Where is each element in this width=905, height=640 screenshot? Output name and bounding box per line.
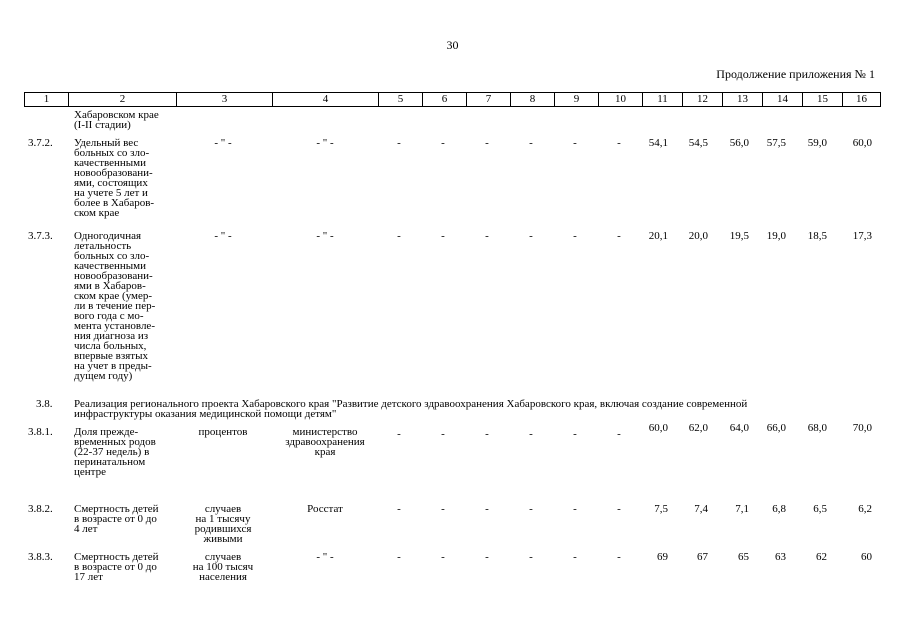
row-empty-value: - (485, 137, 489, 149)
row-empty-value: - (617, 551, 621, 563)
row-number: 3.7.2. (28, 137, 53, 149)
row-value: 6,8 (772, 503, 786, 515)
row-value: 60 (861, 551, 872, 563)
col-header: 14 (763, 93, 803, 107)
row-unit: - " - (214, 230, 232, 242)
row-unit: - " - (214, 137, 232, 149)
row-unit: процентов (198, 426, 248, 438)
row-empty-value: - (441, 503, 445, 515)
row-empty-value: - (441, 137, 445, 149)
row-value: 6,2 (858, 503, 872, 515)
row-value: 7,4 (694, 503, 708, 515)
row-value: 63 (775, 551, 786, 563)
row-value: 7,5 (654, 503, 668, 515)
col-header: 16 (843, 93, 881, 107)
page-number: 30 (446, 38, 459, 52)
col-header: 4 (273, 93, 379, 107)
row-value: 57,5 (766, 137, 786, 149)
section-number: 3.8. (36, 398, 53, 410)
col-header: 6 (423, 93, 467, 107)
col-header: 7 (467, 93, 511, 107)
row-empty-value: - (529, 428, 533, 440)
col-header: 15 (803, 93, 843, 107)
row-indicator: Одногодичная летальность больных со зло- качественными новообразовани- ями в Хабаров- ском крае (умер- ли в течение пер- вого года с мо- мента установле- ния диагноза из числа больных, впервые взятых на учет в преды- дущем году) (74, 230, 156, 382)
row-number: 3.8.1. (28, 426, 53, 438)
row-value: 68,0 (807, 422, 827, 434)
col-header: 9 (555, 93, 599, 107)
row-source: - " - (316, 551, 334, 563)
row-number: 3.8.2. (28, 503, 53, 515)
row-empty-value: - (529, 137, 533, 149)
row-empty-value: - (573, 551, 577, 563)
row-empty-value: - (397, 503, 401, 515)
row-empty-value: - (397, 428, 401, 440)
row-value: 65 (738, 551, 749, 563)
row-value: 17,3 (852, 230, 872, 242)
row-value: 20,0 (688, 230, 708, 242)
row-value: 56,0 (729, 137, 749, 149)
row-value: 66,0 (766, 422, 786, 434)
row-value: 54,1 (648, 137, 668, 149)
row-unit: случаев на 1 тысячу родившихся живыми (194, 503, 252, 545)
carry-over-text: Хабаровском крае (I-II стадии) (74, 109, 159, 131)
row-number: 3.8.3. (28, 551, 53, 563)
row-empty-value: - (573, 137, 577, 149)
row-empty-value: - (573, 503, 577, 515)
row-value: 54,5 (688, 137, 708, 149)
row-value: 70,0 (852, 422, 872, 434)
col-header: 5 (379, 93, 423, 107)
row-empty-value: - (573, 230, 577, 242)
row-empty-value: - (485, 230, 489, 242)
row-empty-value: - (617, 230, 621, 242)
col-header: 1 (25, 93, 69, 107)
row-value: 7,1 (735, 503, 749, 515)
row-empty-value: - (397, 551, 401, 563)
row-indicator: Удельный вес больных со зло- качественными новообразовани- ями, состоящих на учете 5 лет и более в Хабаров- ском крае (74, 137, 155, 219)
col-header: 8 (511, 93, 555, 107)
row-indicator: Смертность детей в возрасте от 0 до 17 лет (74, 551, 159, 583)
row-value: 64,0 (729, 422, 749, 434)
row-value: 69 (657, 551, 668, 563)
row-value: 19,0 (766, 230, 786, 242)
row-empty-value: - (441, 428, 445, 440)
continuation-caption: Продолжение приложения № 1 (716, 67, 875, 81)
col-header: 3 (177, 93, 273, 107)
row-value: 60,0 (648, 422, 668, 434)
row-number: 3.7.3. (28, 230, 53, 242)
row-value: 62 (816, 551, 827, 563)
row-empty-value: - (441, 551, 445, 563)
col-header: 11 (643, 93, 683, 107)
column-header-row (24, 92, 881, 107)
row-empty-value: - (485, 551, 489, 563)
row-source: Росстат (307, 503, 343, 515)
row-source: - " - (316, 137, 334, 149)
row-empty-value: - (529, 230, 533, 242)
row-empty-value: - (573, 428, 577, 440)
row-source: министерство здравоохранения края (285, 426, 365, 458)
row-empty-value: - (441, 230, 445, 242)
row-value: 67 (697, 551, 708, 563)
col-header: 12 (683, 93, 723, 107)
row-empty-value: - (529, 551, 533, 563)
row-value: 6,5 (813, 503, 827, 515)
row-value: 59,0 (807, 137, 827, 149)
row-empty-value: - (397, 230, 401, 242)
section-title: Реализация регионального проекта Хабаровского края "Развитие детского здравоохранения Хабаровского края, включая создание современной инфраструктуры оказания медицинской помощи детям" (74, 398, 748, 420)
row-empty-value: - (485, 503, 489, 515)
row-empty-value: - (617, 137, 621, 149)
row-empty-value: - (397, 137, 401, 149)
row-empty-value: - (529, 503, 533, 515)
row-empty-value: - (617, 503, 621, 515)
row-source: - " - (316, 230, 334, 242)
col-header: 10 (599, 93, 643, 107)
row-indicator: Смертность детей в возрасте от 0 до 4 лет (74, 503, 159, 535)
row-value: 62,0 (688, 422, 708, 434)
row-indicator: Доля прежде- временных родов (22-37 недель) в перинатальном центре (74, 426, 156, 478)
row-unit: случаев на 100 тысяч населения (192, 551, 254, 583)
col-header: 13 (723, 93, 763, 107)
row-empty-value: - (485, 428, 489, 440)
col-header: 2 (69, 93, 177, 107)
row-value: 20,1 (648, 230, 668, 242)
row-value: 60,0 (852, 137, 872, 149)
row-empty-value: - (617, 428, 621, 440)
row-value: 19,5 (729, 230, 749, 242)
row-value: 18,5 (807, 230, 827, 242)
